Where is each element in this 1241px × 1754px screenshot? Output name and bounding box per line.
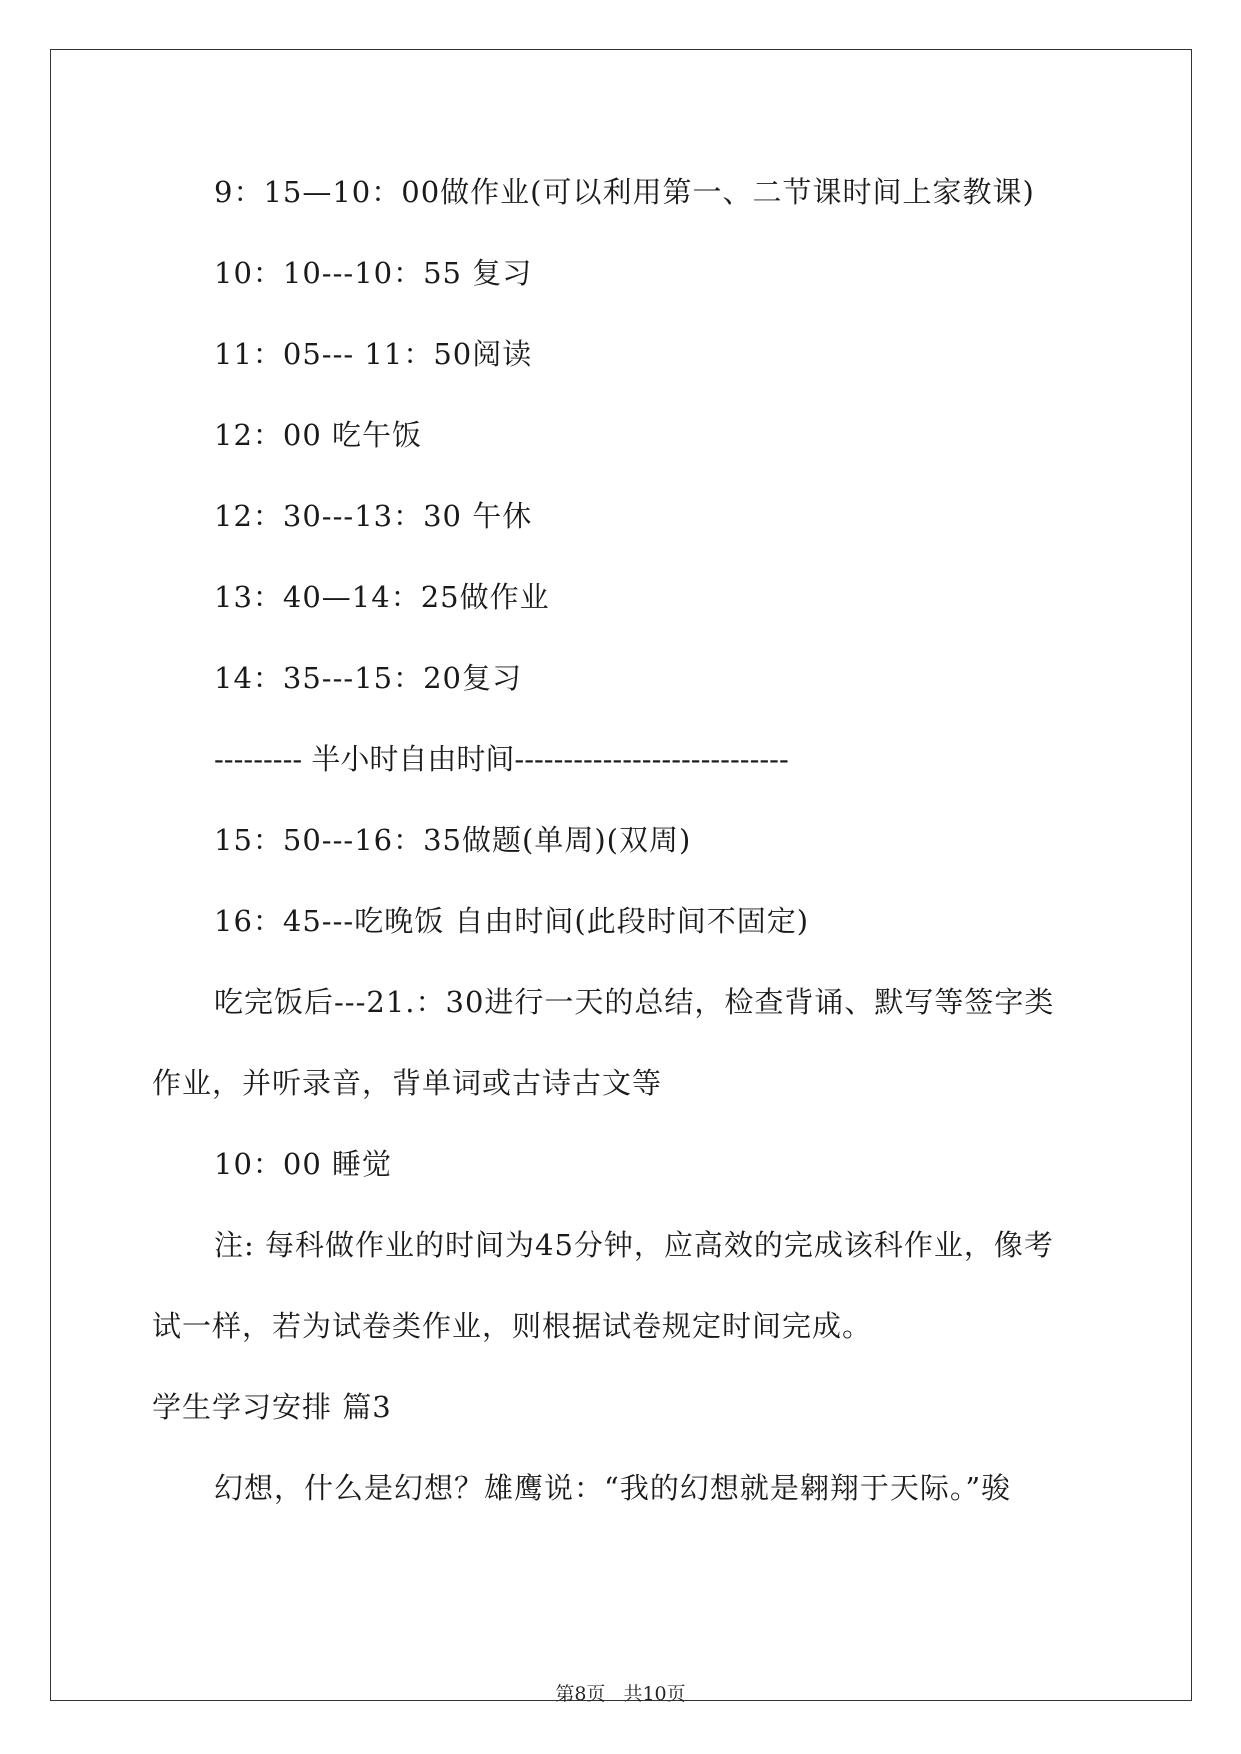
section-heading: 学生学习安排 篇3 [152,1390,392,1424]
note-line: 注: 每科做作业的时间为45分钟，应高效的完成该科作业，像考 [214,1228,1054,1262]
schedule-line-5: 12：30---13：30 午休 [214,499,533,533]
schedule-line-9: 16：45---吃晚饭 自由时间(此段时间不固定) [214,904,810,938]
note-line: 试一样，若为试卷类作业，则根据试卷规定时间完成。 [152,1309,873,1343]
page-number: 第8页 [555,1683,606,1705]
page-border [50,49,1192,1701]
schedule-line-3: 11：05--- 11：50阅读 [214,337,533,371]
page-footer [0,1681,1241,1707]
free-time-divider: --------- 半小时自由时间---------------------------- [214,742,789,776]
paragraph-line: 吃完饭后---21.：30进行一天的总结，检查背诵、默写等签字类 [214,985,1055,1019]
schedule-line-4: 12：00 吃午饭 [214,418,423,452]
schedule-line-2: 10：10---10：55 复习 [214,256,533,290]
page-total: 共10页 [623,1683,686,1705]
schedule-line-6: 13：40—14：25做作业 [214,580,550,614]
schedule-line-10: 10：00 睡觉 [214,1147,393,1181]
paragraph-line: 作业，并听录音，背单词或古诗古文等 [152,1066,663,1100]
schedule-line-1: 9：15—10：00做作业(可以利用第一、二节课时间上家教课) [214,175,1035,209]
schedule-line-8: 15：50---16：35做题(单周)(双周) [214,823,692,857]
schedule-line-7: 14：35---15：20复习 [214,661,523,695]
paragraph-line: 幻想，什么是幻想？雄鹰说：“我的幻想就是翱翔于天际。”骏 [214,1471,1012,1505]
